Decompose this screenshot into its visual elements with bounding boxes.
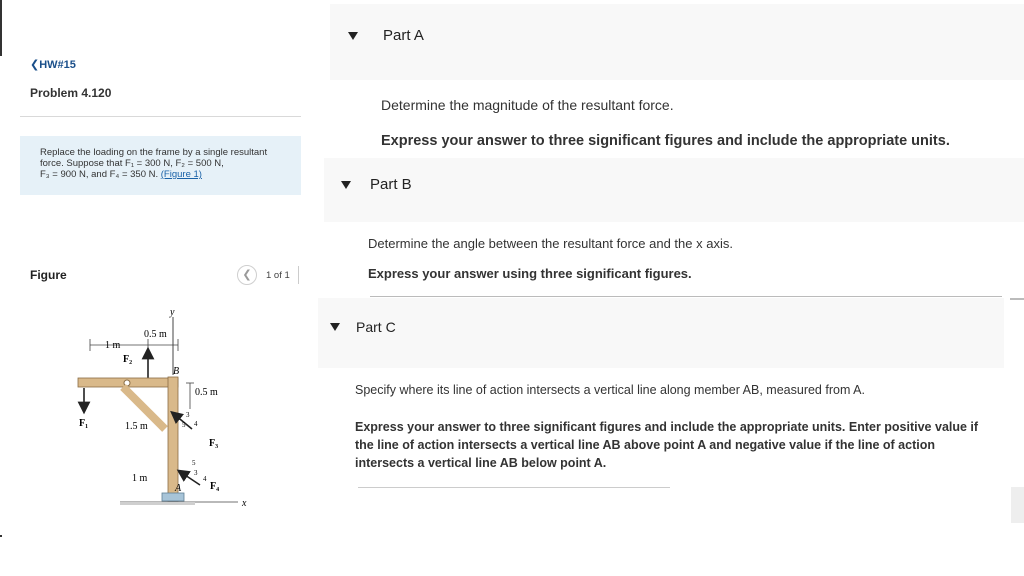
- f4-label: F₄: [210, 481, 220, 492]
- back-link[interactable]: ❮HW#15: [30, 59, 76, 71]
- f1-label: F₁: [79, 418, 89, 429]
- problem-instructions: [20, 136, 301, 195]
- dim-1m-top: 1 m: [105, 340, 121, 351]
- f2-label: F₂: [123, 354, 133, 365]
- y-axis-label: y: [170, 307, 175, 318]
- part-b-instruction: Express your answer using three significant figures.: [368, 266, 692, 281]
- window-edge: [0, 0, 2, 56]
- chevron-left-icon: ❮: [242, 269, 252, 281]
- slope-label: 4: [194, 420, 198, 428]
- side-panel-tab[interactable]: [1011, 487, 1024, 523]
- part-a-toggle-icon[interactable]: [348, 32, 358, 40]
- scroll-marker: [1010, 298, 1024, 300]
- slope-label: 3: [194, 469, 198, 477]
- ground: [120, 502, 195, 505]
- slope-label: 3: [186, 411, 190, 419]
- f3-label: F₃: [209, 438, 219, 449]
- support-a: [162, 493, 184, 501]
- slope-label: 5: [192, 459, 196, 467]
- back-link-label: HW#15: [39, 59, 76, 71]
- answer-box-edge[interactable]: [370, 296, 1002, 297]
- figure-link[interactable]: (Figure 1): [160, 169, 202, 180]
- part-b-title[interactable]: Part B: [370, 176, 412, 193]
- instructions-line-2: force. Suppose that F₁ = 300 N, F₂ = 500 N,: [40, 158, 224, 169]
- dim-05m-right: 0.5 m: [195, 387, 218, 398]
- part-a-question: Determine the magnitude of the resultant force.: [381, 97, 674, 113]
- slope-label: 5: [182, 421, 186, 429]
- instructions-line-3: [40, 169, 293, 180]
- x-axis-label: x: [242, 498, 247, 509]
- point-b-label: B: [173, 366, 180, 377]
- problem-title: Problem 4.120: [30, 86, 112, 100]
- part-a-title[interactable]: Part A: [383, 27, 424, 44]
- instructions-line-3-text: F₃ = 900 N, and F₄ = 350 N.: [40, 169, 159, 180]
- slope-label: 4: [203, 475, 207, 483]
- pager-divider: [298, 266, 299, 284]
- part-c-toggle-icon[interactable]: [330, 323, 340, 331]
- instructions-line-1: Replace the loading on the frame by a single resultant: [40, 147, 268, 158]
- part-c-question: Specify where its line of action intersects a vertical line along member AB, measured from A.: [355, 383, 865, 397]
- part-a-header: [330, 4, 1024, 80]
- dim-1m-bottom: 1 m: [132, 473, 148, 484]
- dim-15m: 1.5 m: [125, 421, 148, 432]
- divider: [20, 116, 301, 117]
- part-b-question: Determine the angle between the resultant force and the x axis.: [368, 236, 733, 251]
- part-b-toggle-icon[interactable]: [341, 181, 351, 189]
- part-c-instruction: Express your answer to three significant figures and include the appropriate units. Enter positive value if the line of action intersects a vertical line AB above point A and negative value if the line of action intersects a vertical line AB below point A.: [355, 420, 979, 470]
- dim-05m-top: 0.5 m: [144, 329, 167, 340]
- frame-figure: [60, 305, 260, 510]
- figure-heading: Figure: [30, 268, 67, 282]
- part-c-title[interactable]: Part C: [356, 319, 396, 335]
- point-a-label: A: [175, 483, 182, 494]
- window-edge: [0, 535, 2, 537]
- part-b-header: [324, 158, 1024, 222]
- part-a-instruction: Express your answer to three significant figures and include the appropriate units.: [381, 133, 950, 149]
- divider: [358, 487, 670, 488]
- figure-pager: 1 of 1: [266, 270, 290, 281]
- part-c-header: [318, 298, 1004, 368]
- previous-figure-button[interactable]: [237, 265, 257, 285]
